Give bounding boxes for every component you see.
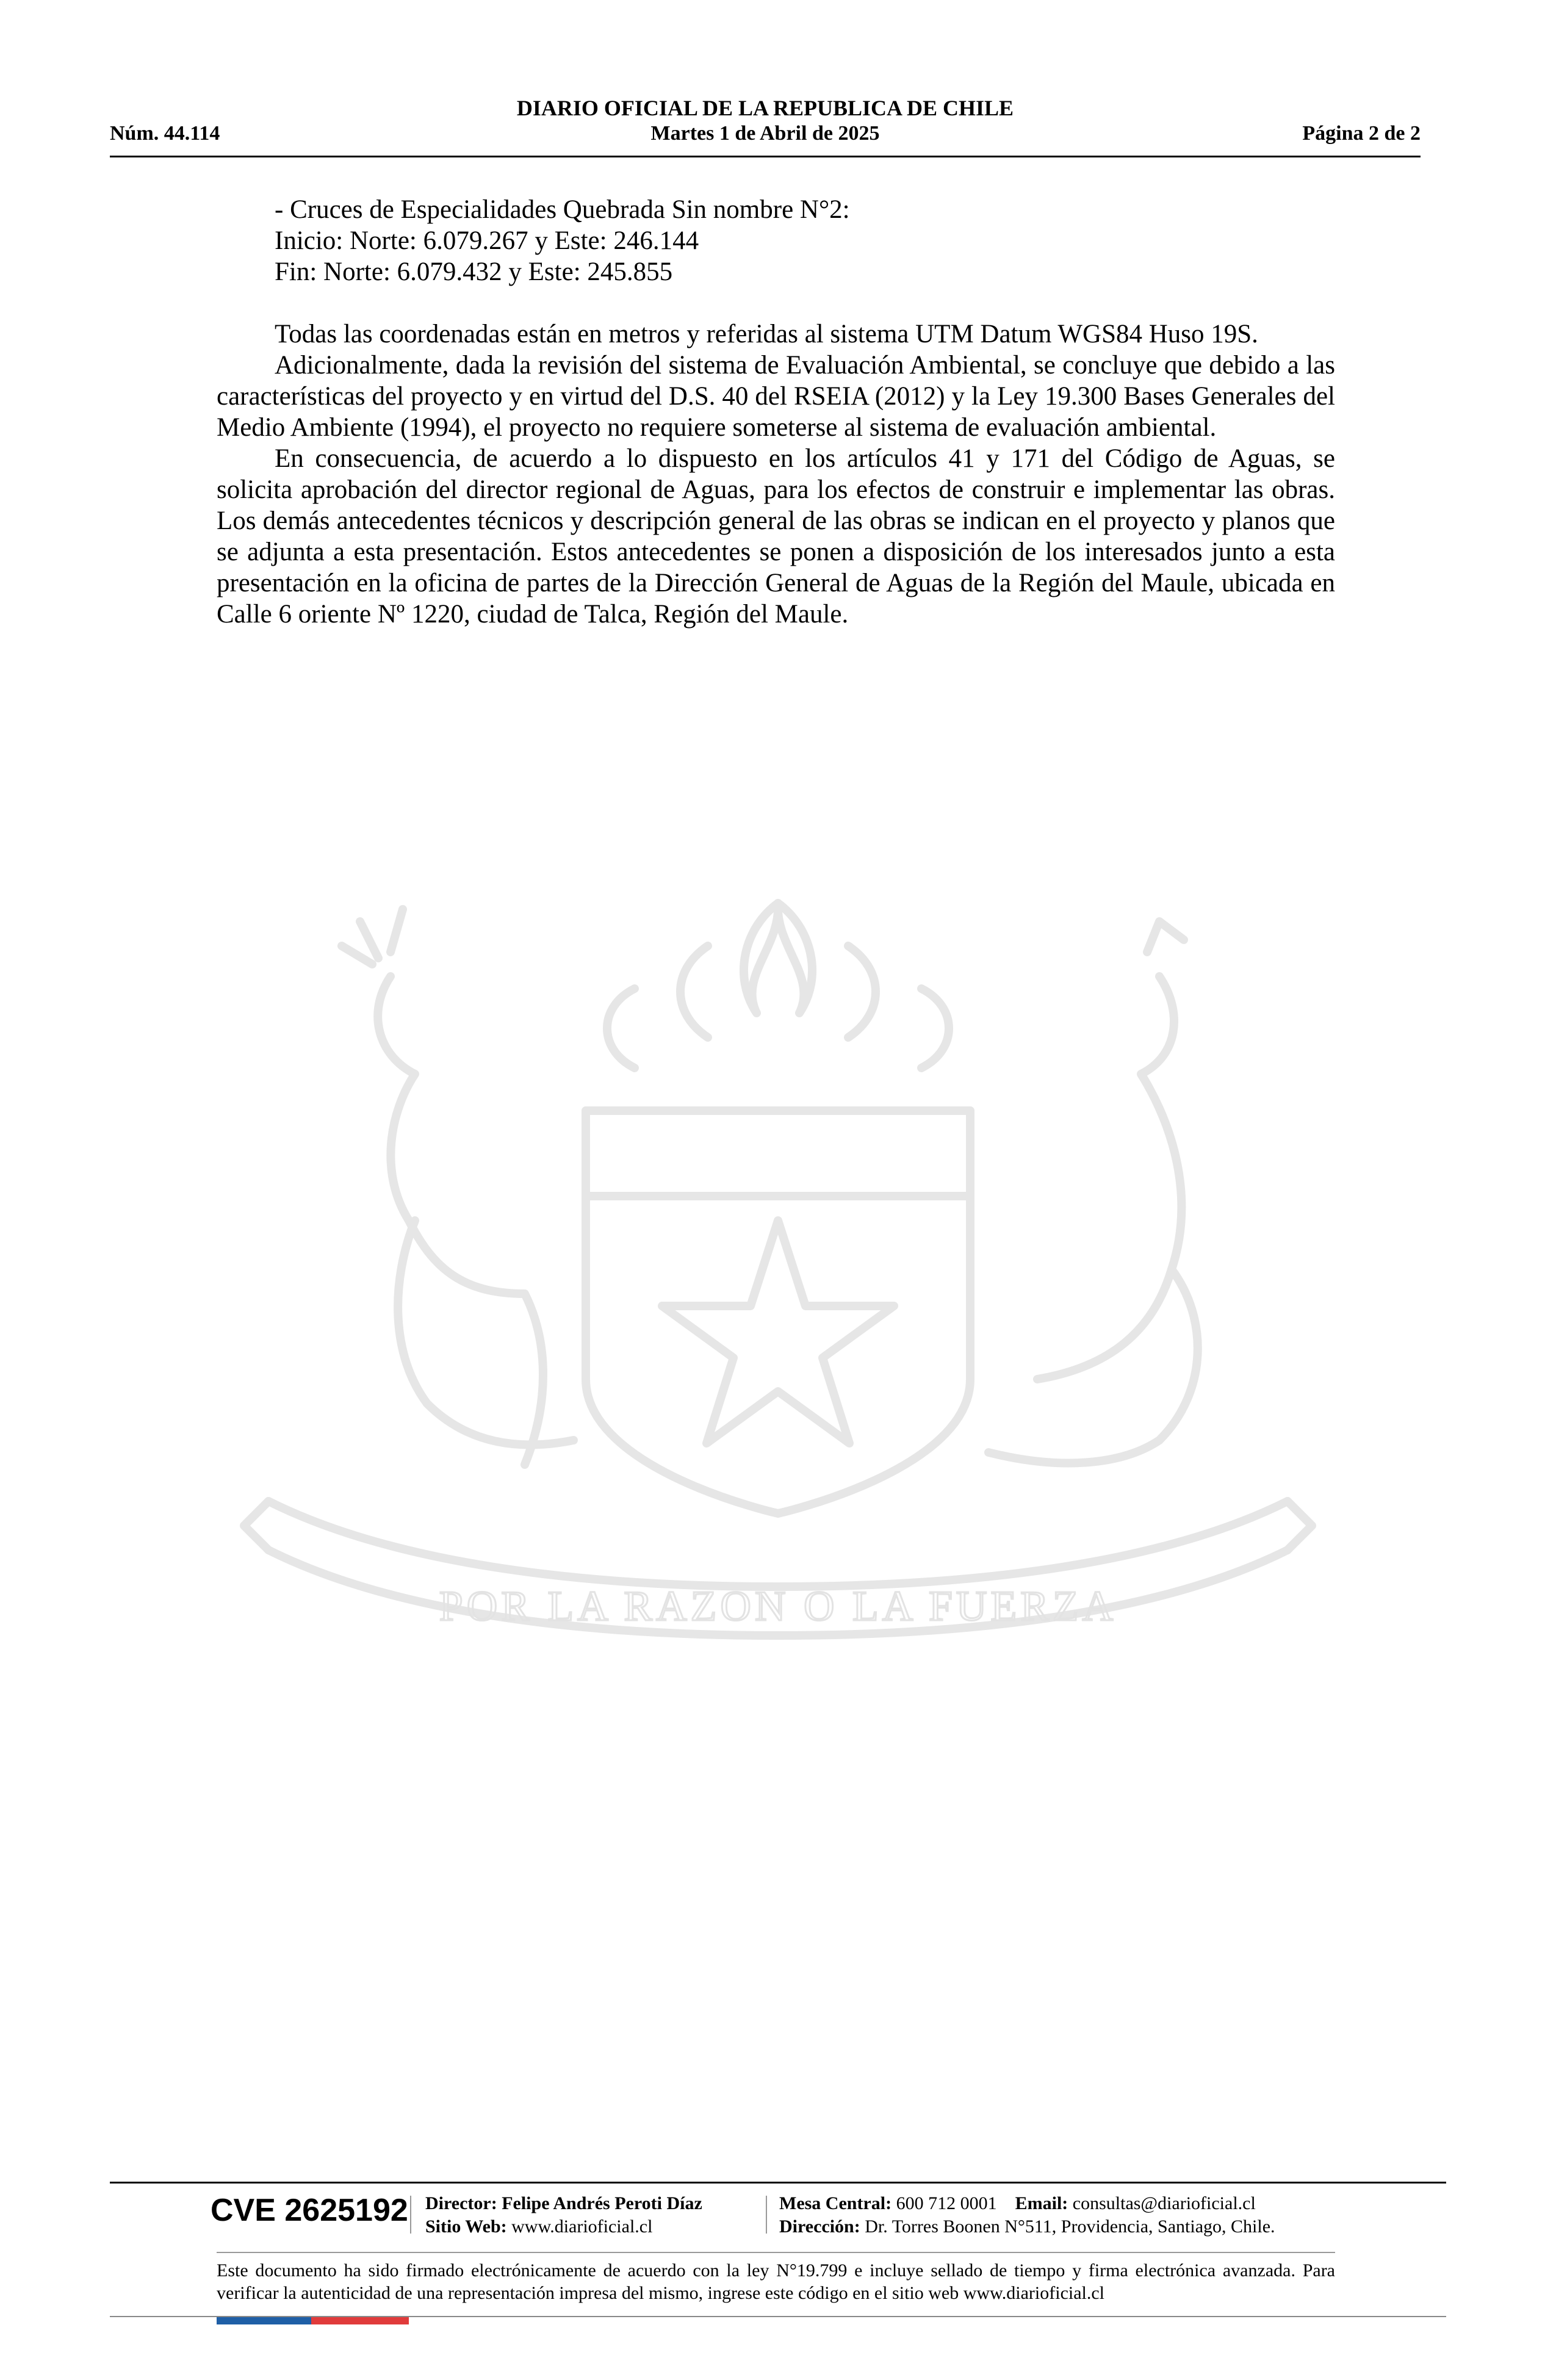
crossing-start: Inicio: Norte: 6.079.267 y Este: 246.144 [275, 226, 699, 255]
paragraph-consequence: En consecuencia, de acuerdo a lo dispuesto en los artículos 41 y 171 del Código de Aguas, se solicita aprobación del director regional de Aguas, para los efectos de construir e implementar las obras. Los demás antecedentes técnicos y descripción general de las obras se indican en el proyecto y planos que se adjunta a esta presentación. Estos antecedentes se ponen a disposición de los interesados junto a esta presentación en la oficina de partes de la Dirección General de Aguas de la Región del Maule, ubicada en Calle 6 oriente Nº 1220, ciudad de Talca, Región del Maule. [217, 444, 1335, 629]
footer-director-block [425, 2192, 702, 2238]
seal-motto: POR LA RAZON O LA FUERZA [439, 1583, 1117, 1630]
header-divider [110, 156, 1421, 157]
signature-disclaimer: Este documento ha sido firmado electrónicamente de acuerdo con la ley N°19.799 e incluye sellado de tiempo y firma electrónica avanzada. Para verificar la autenticidad de una representación impresa del mismo, ingrese este código en el sitio web www.diarioficial.cl [217, 2260, 1335, 2303]
footer-divider-mid [217, 2252, 1335, 2253]
email-link[interactable]: consultas@diarioficial.cl [1072, 2193, 1256, 2213]
paragraph-coordinates: Todas las coordenadas están en metros y referidas al sistema UTM Datum WGS84 Huso 19S. [275, 320, 1258, 348]
document-body [217, 194, 1335, 630]
page-number: Página 2 de 2 [1302, 122, 1421, 145]
phone-number: 600 712 0001 [896, 2193, 997, 2213]
publication-title: DIARIO OFICIAL DE LA REPUBLICA DE CHILE [516, 96, 1014, 120]
director-label: Director: [425, 2193, 497, 2213]
phone-label: Mesa Central: [779, 2193, 892, 2213]
issue-date: Martes 1 de Abril de 2025 [650, 122, 880, 145]
flag-stripe-red [311, 2317, 409, 2324]
crossing-title: - Cruces de Especialidades Quebrada Sin nombre N°2: [275, 195, 850, 224]
chile-coat-of-arms-icon [207, 854, 1349, 1672]
paragraph-environmental: Adicionalmente, dada la revisión del sistema de Evaluación Ambiental, se concluye que debido a las características del proyecto y en virtud del D.S. 40 del RSEIA (2012) y la Ley 19.300 Bases Generales del Medio Ambiente (1994), el proyecto no requiere someterse al sistema de evaluación ambiental. [217, 351, 1335, 442]
address-text: Dr. Torres Boonen N°511, Providencia, Santiago, Chile. [865, 2216, 1275, 2237]
issue-number: Núm. 44.114 [110, 122, 220, 145]
footer-divider-top [110, 2182, 1446, 2183]
footer-contact-block [779, 2192, 1275, 2238]
director-name: Felipe Andrés Peroti Díaz [502, 2193, 702, 2213]
website-label: Sitio Web: [425, 2216, 507, 2237]
flag-stripe-blue [217, 2317, 311, 2324]
cve-code: CVE 2625192 [211, 2193, 408, 2228]
email-label: Email: [1015, 2193, 1068, 2213]
page-header [110, 90, 1421, 164]
crossing-end: Fin: Norte: 6.079.432 y Este: 245.855 [275, 258, 673, 286]
website-link[interactable]: www.diarioficial.cl [511, 2216, 653, 2237]
address-label: Dirección: [779, 2216, 860, 2237]
footer-separator [766, 2196, 767, 2234]
footer-separator [410, 2196, 411, 2234]
